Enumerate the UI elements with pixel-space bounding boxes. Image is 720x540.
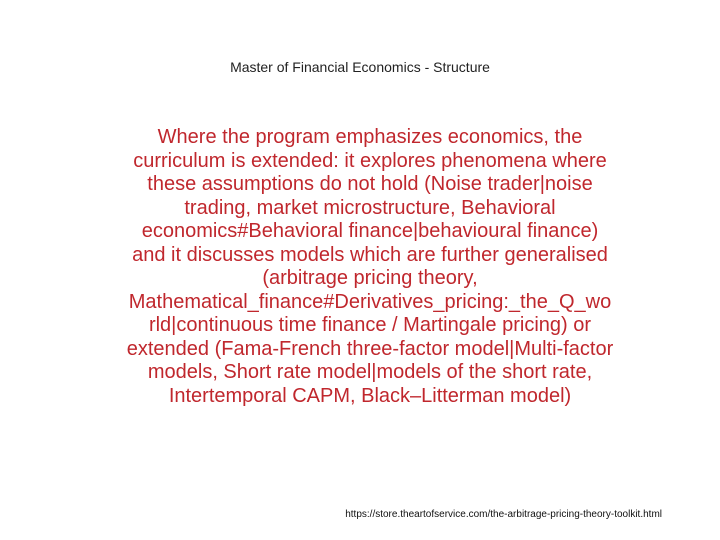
body-line: Mathematical_finance#Derivatives_pricing:_the_Q_wo xyxy=(128,290,612,313)
body-line: and it discusses models which are further generalised xyxy=(132,243,608,266)
slide-title: Master of Financial Economics - Structure xyxy=(230,59,490,75)
source-link[interactable]: https://store.theartofservice.com/the-arbitrage-pricing-theory-toolkit.html xyxy=(345,509,662,520)
body-line: trading, market microstructure, Behavioral xyxy=(184,196,556,219)
body-line: economics#Behavioral finance|behavioural finance) xyxy=(141,220,599,242)
body-line: curriculum is extended: it explores phenomena where xyxy=(133,149,607,172)
body-text xyxy=(60,126,680,408)
body-line: rld|continuous time finance / Martingale pricing) or xyxy=(148,314,592,336)
body-line: Where the program emphasizes economics, the xyxy=(157,126,583,148)
body-line: these assumptions do not hold (Noise trader|noise xyxy=(147,173,593,195)
body-line: (arbitrage pricing theory, xyxy=(262,267,478,289)
body-line: models, Short rate model|models of the short rate, xyxy=(147,361,593,383)
body-line: extended (Fama-French three-factor model|Multi-factor xyxy=(126,337,614,360)
body-line: Intertemporal CAPM, Black–Litterman model) xyxy=(168,384,572,407)
